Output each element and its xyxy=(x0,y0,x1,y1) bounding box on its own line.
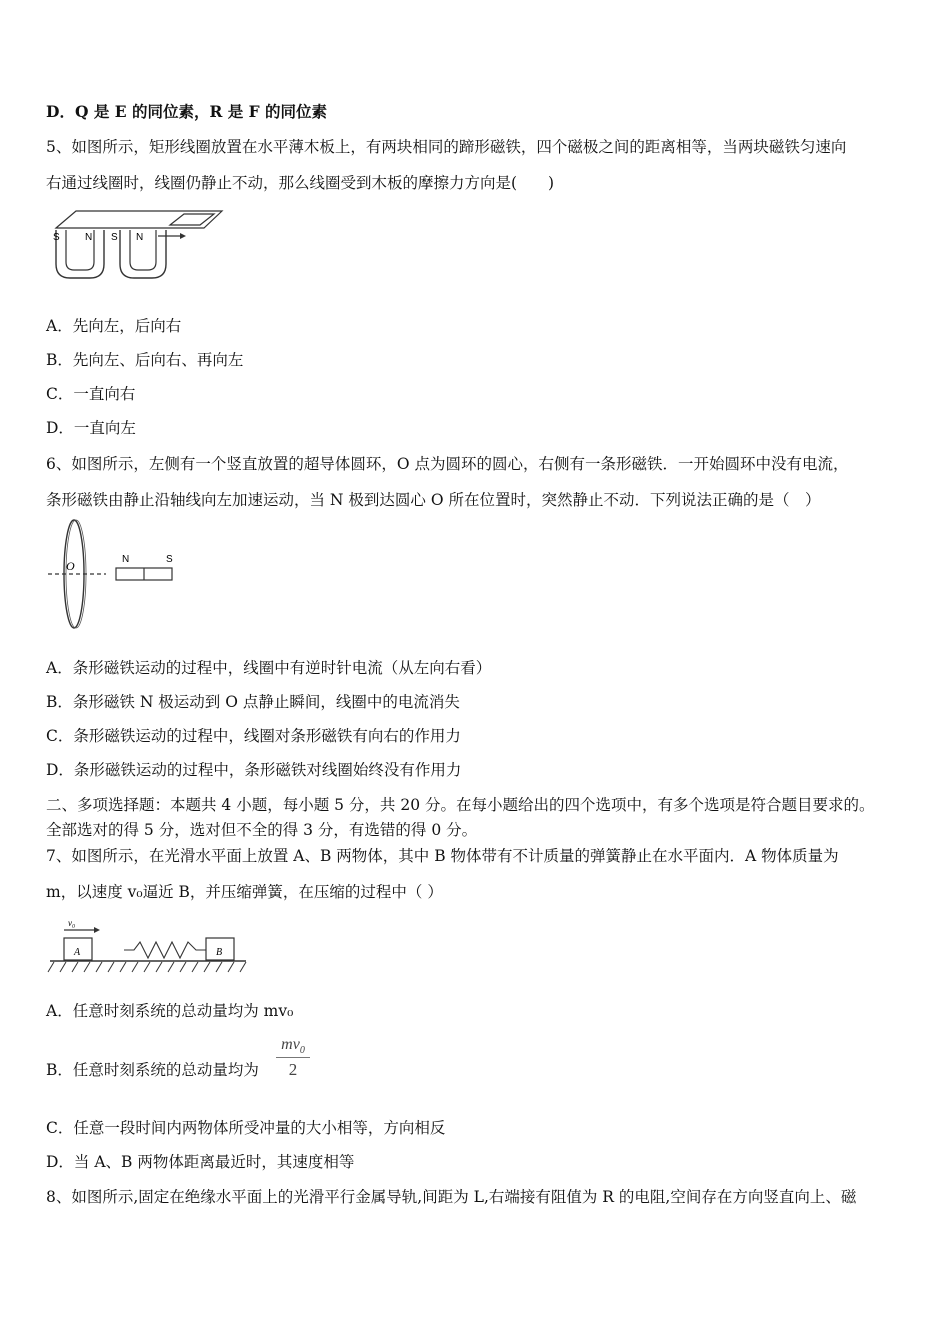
q6-center-label: O xyxy=(66,559,75,573)
q7-spring xyxy=(124,942,206,958)
fraction-numerator-subscript: 0 xyxy=(299,1045,305,1057)
q7-stem-line1: 7、如图所示，在光滑水平面上放置 A、B 两物体，其中 B 物体带有不计质量的弹簧静止在水平面内．A 物体质量为 xyxy=(46,847,839,865)
section2-line2: 全部选对的得 5 分，选对但不全的得 3 分，有选错的得 0 分。 xyxy=(46,821,478,839)
fraction-denominator: 2 xyxy=(288,1060,298,1080)
fraction-numerator xyxy=(276,1036,310,1058)
q6-option-d: D．条形磁铁运动的过程中，条形磁铁对线圈始终没有作用力 xyxy=(46,761,462,779)
q7-option-c: C．任意一段时间内两物体所受冲量的大小相等，方向相反 xyxy=(46,1119,446,1137)
q6-stem-line2: 条形磁铁由静止沿轴线向左加速运动，当 N 极到达圆心 O 所在位置时，突然静止不动．下列说法正确的是（ ） xyxy=(46,491,821,509)
q5-option-d: D．一直向左 xyxy=(46,419,136,437)
q5-arrow-head xyxy=(180,233,186,239)
q7-velocity-label: v₀ xyxy=(68,918,76,928)
q7-stem-line2: m，以速度 v₀逼近 B，并压缩弹簧，在压缩的过程中（ ） xyxy=(46,883,443,901)
q5-magnet-1-outer xyxy=(56,230,104,278)
q7-option-b-fraction xyxy=(276,1036,310,1080)
q5-option-a: A．先向左，后向右 xyxy=(46,317,182,335)
q8-stem-line1: 8、如图所示,固定在绝缘水平面上的光滑平行金属导轨,间距为 L,右端接有阻值为 R 的电阻,空间存在方向竖直向上、磁 xyxy=(46,1188,857,1206)
q6-figure-ring-magnet xyxy=(46,518,186,634)
q5-pole-label: S xyxy=(111,232,118,243)
q5-option-c: C．一直向右 xyxy=(46,385,136,403)
q6-stem-line1: 6、如图所示，左侧有一个竖直放置的超导体圆环，O 点为圆环的圆心，右侧有一条形磁铁．一开始圆环中没有电流， xyxy=(46,455,849,473)
section2-line1: 二、多项选择题：本题共 4 小题，每小题 5 分，共 20 分。在每小题给出的四个选项中，有多个选项是符合题目要求的。 xyxy=(46,796,875,814)
q5-pole-label: N xyxy=(136,232,144,243)
q7-figure-blocks-spring xyxy=(46,914,250,980)
q6-option-a: A．条形磁铁运动的过程中，线圈中有逆时针电流（从左向右看） xyxy=(46,659,492,677)
q6-option-c: C．条形磁铁运动的过程中，线圈对条形磁铁有向右的作用力 xyxy=(46,727,461,745)
q6-north-label: N xyxy=(122,554,130,565)
q5-pole-label: N xyxy=(85,232,93,243)
q7-option-d: D．当 A、B 两物体距离最近时，其速度相等 xyxy=(46,1153,355,1171)
q7-block-a-label: A xyxy=(74,947,81,958)
q6-south-label: S xyxy=(166,554,173,565)
q5-figure-magnets-coil xyxy=(46,206,228,284)
q7-option-a: A．任意时刻系统的总动量均为 mv₀ xyxy=(46,1002,294,1020)
fraction-numerator-text: mv xyxy=(281,1036,300,1053)
q5-pole-label: S xyxy=(53,232,60,243)
q6-ring xyxy=(64,520,84,628)
q5-coil xyxy=(170,214,214,225)
q5-option-b: B．先向左、后向右、再向左 xyxy=(46,351,244,369)
q7-block-b-label: B xyxy=(216,947,223,958)
q7-ground-hatching xyxy=(48,962,246,972)
q7-option-b: B．任意时刻系统的总动量均为 xyxy=(46,1061,259,1079)
q4-option-d: D．Q 是 E 的同位素，R 是 F 的同位素 xyxy=(46,102,328,121)
q5-stem-line1: 5、如图所示，矩形线圈放置在水平薄木板上，有两块相同的蹄形磁铁，四个磁极之间的距离相等，当两块磁铁匀速向 xyxy=(46,138,847,156)
q5-stem-line2: 右通过线圈时，线圈仍静止不动，那么线圈受到木板的摩擦力方向是( ) xyxy=(46,174,555,192)
q6-option-b: B．条形磁铁 N 极运动到 O 点静止瞬间，线圈中的电流消失 xyxy=(46,693,460,711)
q7-arrow-head xyxy=(94,927,100,933)
